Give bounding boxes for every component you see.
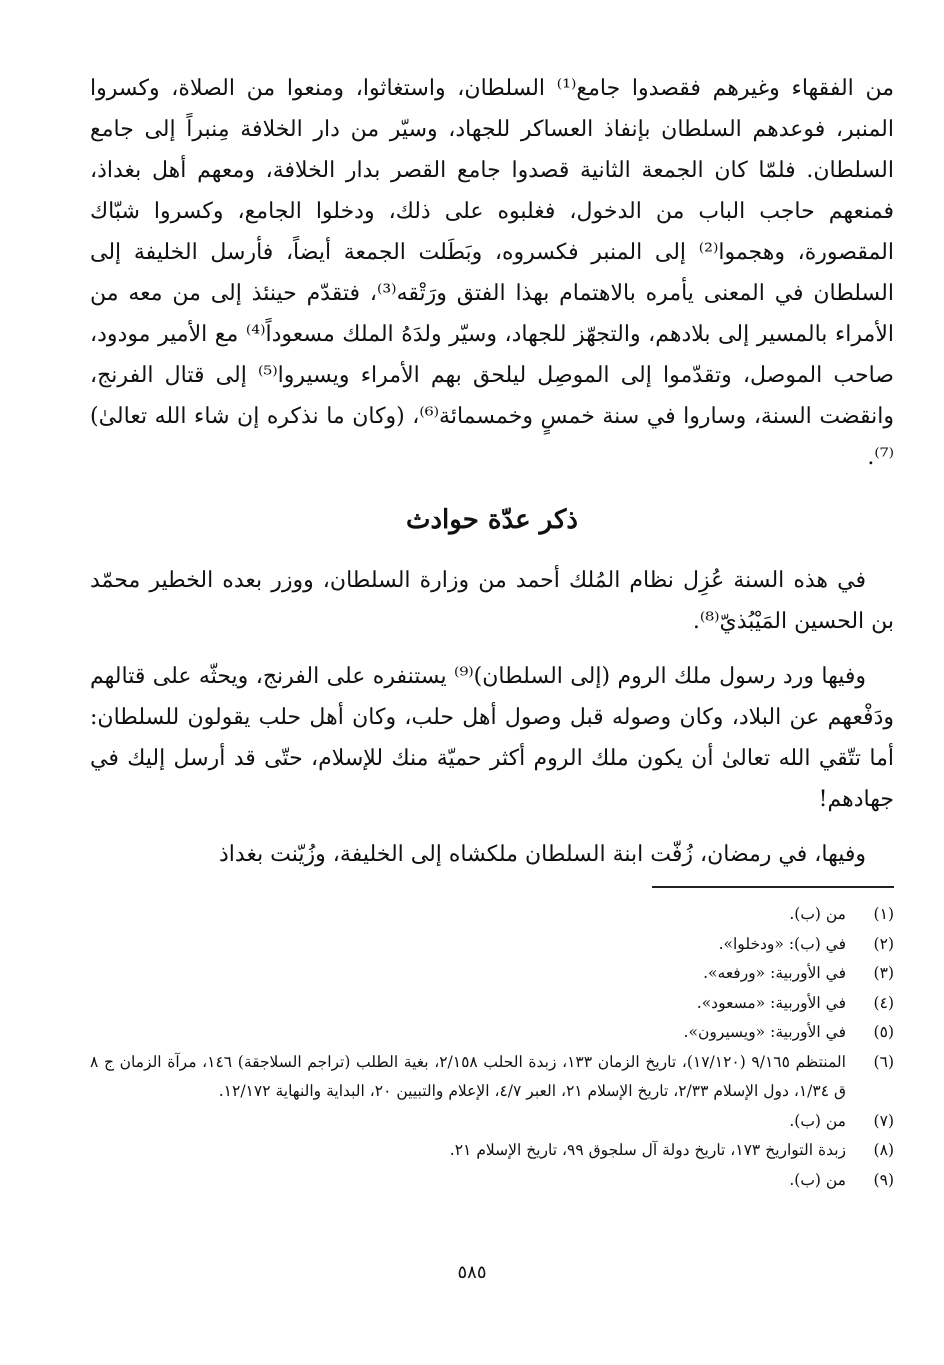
footnote bbox=[90, 900, 894, 930]
footnote-number: (٨) bbox=[873, 1141, 894, 1159]
footnotes bbox=[90, 900, 894, 1195]
paragraph-gap bbox=[90, 642, 894, 656]
footnote-text: من (ب). bbox=[789, 1111, 846, 1130]
footnote-divider bbox=[652, 886, 894, 888]
footnote-text: من (ب). bbox=[789, 1170, 846, 1189]
footnote-number: (٧) bbox=[873, 1111, 894, 1130]
footnote-text: في الأوربية: «مسعود». bbox=[696, 993, 846, 1012]
footnote bbox=[90, 1136, 894, 1166]
main-text bbox=[90, 68, 894, 875]
paragraph-byzantine-envoy: وفيها ورد رسول ملك الروم (إلى السلطان)⁽⁹⁾ يستنفره على الفرنج، ويحثّه على قتالهم ودَفْعهم عن البلاد، وكان وصوله قبل وصول أهل حلب، وكان أهل حلب يقولون للسلطان: أما تتّقي الله تعالىٰ أن يكون ملك الروم أكثر حميّة منك للإسلام، حتّى قد أرسل إليك في جهادهم! bbox=[90, 664, 894, 812]
footnote-text: من (ب). bbox=[789, 905, 846, 923]
footnote bbox=[90, 1048, 894, 1107]
footnote-text: في الأوربية: «ورفعه». bbox=[703, 964, 846, 982]
footnote-number: (٤) bbox=[873, 993, 894, 1012]
footnote-number: (٩) bbox=[873, 1170, 894, 1189]
footnote bbox=[90, 1166, 894, 1196]
footnote-text: في (ب): «ودخلوا». bbox=[718, 934, 846, 953]
footnote-text: زبدة التواريخ ١٧٣، تاريخ دولة آل سلجوق ٩٩، تاريخ الإسلام ٢١. bbox=[449, 1141, 846, 1159]
footnote bbox=[90, 989, 894, 1019]
section-heading: ذكر عدّة حوادث bbox=[406, 505, 578, 535]
footnote-text: المنتظم ٩/١٦٥ (١٧/١٢٠)، تاريخ الزمان ١٣٣، زبدة الحلب ٢/١٥٨، بغية الطلب (تراجم السلاجقة) ١٤٦، مرآة الزمان ج ٨ ق ١/٣٤، دول الإسلام ٢/٣٣، تاريخ الإسلام ٢١، العبر ٤/٧، الإعلام والتبيين ٢٠، البداية والنهاية ١٢/١٧٢. bbox=[90, 1052, 846, 1100]
footnote-text: في الأوربية: «ويسيرون». bbox=[683, 1023, 846, 1041]
footnote-number: (٥) bbox=[873, 1023, 894, 1041]
footnote-number: (٦) bbox=[873, 1052, 894, 1071]
paragraph-wedding: وفيها، في رمضان، زُفّت ابنة السلطان ملكشاه إلى الخليفة، وزُيّنت بغداذ bbox=[219, 842, 866, 867]
paragraph-gap bbox=[90, 820, 894, 834]
footnote-number: (٣) bbox=[873, 964, 894, 982]
footnote-number: (٢) bbox=[873, 934, 894, 953]
footnote bbox=[90, 1018, 894, 1048]
page-number: ٥٨٥ bbox=[457, 1262, 487, 1283]
footnote bbox=[90, 930, 894, 960]
footnote-number: (١) bbox=[873, 905, 894, 923]
paragraph-vizier: في هذه السنة عُزِل نظام المُلك أحمد من وزارة السلطان، ووزر بعده الخطير محمّد بن الحسين المَيْبُذيّ⁽⁸⁾. bbox=[90, 568, 894, 634]
footnote bbox=[90, 959, 894, 989]
footnote bbox=[90, 1107, 894, 1137]
paragraph-continuation: من الفقهاء وغيرهم فقصدوا جامع⁽¹⁾ السلطان، واستغاثوا، ومنعوا من الصلاة، وكسروا المنبر، فوعدهم السلطان بإنفاذ العساكر للجهاد، وسيّر من دار الخلافة مِنبراً إلى جامع السلطان. فلمّا كان الجمعة الثانية قصدوا جامع القصر بدار الخلافة، ومعهم أهل بغداذ، فمنعهم حاجب الباب من الدخول، فغلبوه على ذلك، ودخلوا الجامع، وكسروا شبّاك المقصورة، وهجموا⁽²⁾ إلى المنبر فكسروه، وبَطَلت الجمعة أيضاً، فأرسل الخليفة إلى السلطان في المعنى يأمره بالاهتمام بهذا الفتق ورَتْقه⁽³⁾، فتقدّم حينئذ إلى من معه من الأمراء بالمسير إلى بلادهم، والتجهّز للجهاد، وسيّر ولدَهُ الملك مسعوداً⁽⁴⁾ مع الأمير مودود، صاحب الموصل، وتقدّموا إلى الموصِل ليلحق بهم الأمراء ويسيروا⁽⁵⁾ إلى قتال الفرنج، وانقضت السنة، وساروا في سنة خمسٍ وخمسمائة⁽⁶⁾، (وكان ما نذكره إن شاء الله تعالىٰ)⁽⁷⁾. bbox=[90, 76, 895, 470]
